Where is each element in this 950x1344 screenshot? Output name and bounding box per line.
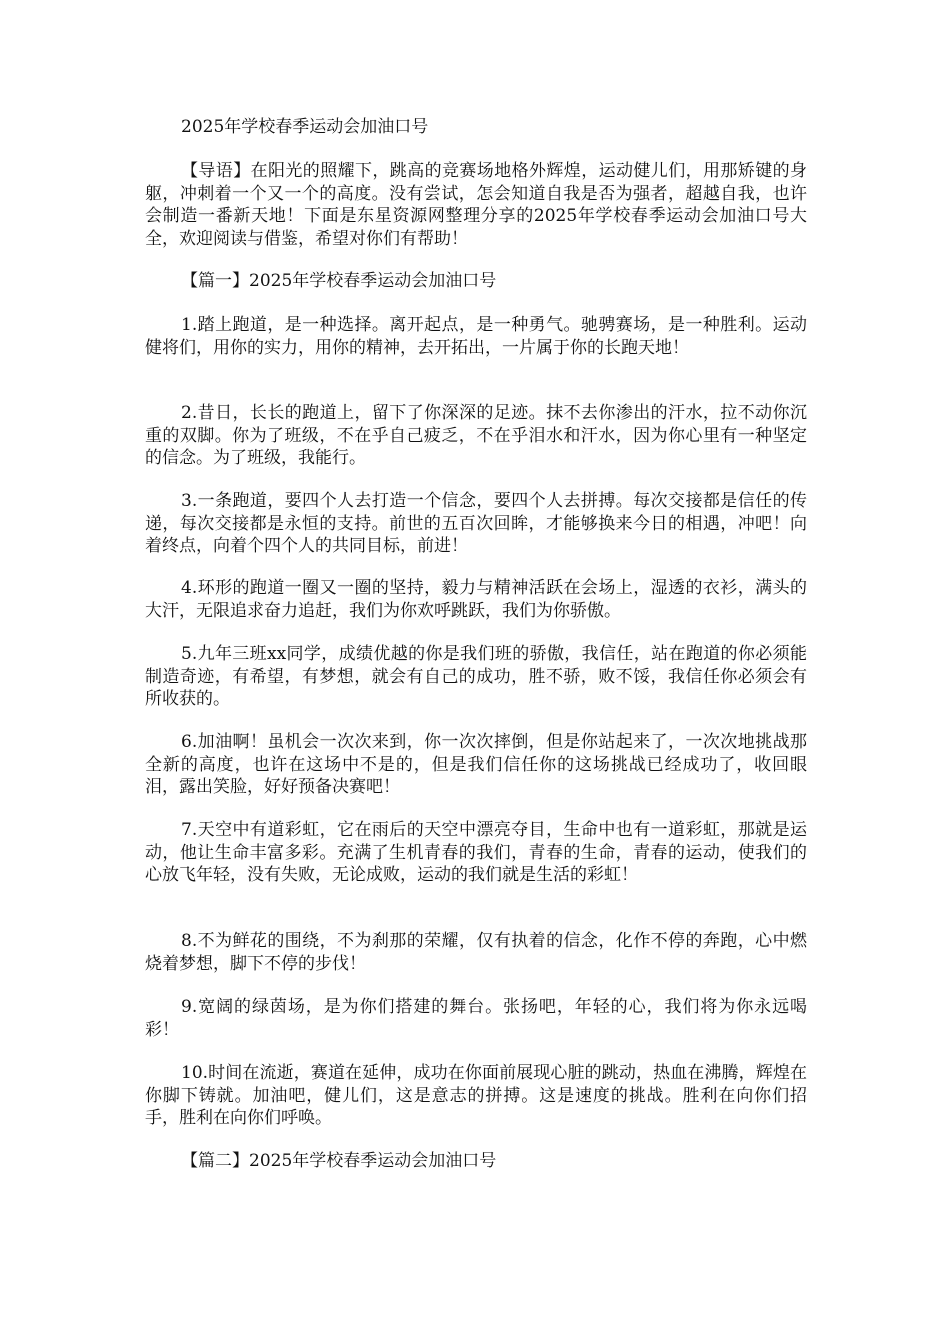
list-item: 2.昔日，长长的跑道上，留下了你深深的足迹。抹不去你渗出的汗水，拉不动你沉重的双脚。你为了班级，不在乎自己疲乏，不在乎泪水和汗水，因为你心里有一种坚定的信念。为了班级，我能行。: [145, 403, 807, 468]
section-heading-1: 【篇一】2025年学校春季运动会加油口号: [181, 271, 497, 291]
list-item: 5.九年三班xx同学，成绩优越的你是我们班的骄傲，我信任，站在跑道的你必须能制造奇迹，有希望，有梦想，就会有自己的成功，胜不骄，败不馁，我信任你必须会有所收获的。: [145, 644, 807, 709]
list-item: 3.一条跑道，要四个人去打造一个信念，要四个人去拼搏。每次交接都是信任的传递，每次交接都是永恒的支持。前世的五百次回眸，才能够换来今日的相遇，冲吧！向着终点，向着个四个人的共同目标，前进！: [145, 491, 807, 556]
intro-paragraph: 【导语】在阳光的照耀下，跳高的竞赛场地格外辉煌，运动健儿们，用那矫键的身躯，冲刺着一个又一个的高度。没有尝试，怎会知道自我是否为强者，超越自我，也许会制造一番新天地！下面是东星资源网整理分享的2025年学校春季运动会加油口号大全，欢迎阅读与借鉴，希望对你们有帮助！: [145, 161, 807, 249]
list-item: 9.宽阔的绿茵场，是为你们搭建的舞台。张扬吧，年轻的心，我们将为你永远喝彩！: [145, 997, 807, 1040]
list-item: 4.环形的跑道一圈又一圈的坚持，毅力与精神活跃在会场上，湿透的衣衫，满头的大汗，无限追求奋力追赶，我们为你欢呼跳跃，我们为你骄傲。: [145, 578, 807, 621]
list-item: 6.加油啊！虽机会一次次来到，你一次次摔倒，但是你站起来了，一次次地挑战那全新的高度，也许在这场中不是的，但是我们信任你的这场挑战已经成功了，收回眼泪，露出笑脸，好好预备决赛吧！: [145, 732, 807, 797]
document-title: 2025年学校春季运动会加油口号: [181, 117, 429, 137]
list-item: 10.时间在流逝，赛道在延伸，成功在你面前展现心脏的跳动，热血在沸腾，辉煌在你脚下铸就。加油吧，健儿们，这是意志的拼搏。这是速度的挑战。胜利在向你们招手，胜利在向你们呼唤。: [145, 1063, 807, 1128]
list-item: 1.踏上跑道，是一种选择。离开起点，是一种勇气。驰骋赛场，是一种胜利。运动健将们，用你的实力，用你的精神，去开拓出，一片属于你的长跑天地！: [145, 315, 807, 358]
list-item: 7.天空中有道彩虹，它在雨后的天空中漂亮夺目，生命中也有一道彩虹，那就是运动，他让生命丰富多彩。充满了生机青春的我们，青春的生命，青春的运动，使我们的心放飞年轻，没有失败，无论成败，运动的我们就是生活的彩虹！: [145, 820, 807, 885]
list-item: 8.不为鲜花的围绕，不为刹那的荣耀，仅有执着的信念，化作不停的奔跑，心中燃烧着梦想，脚下不停的步伐！: [145, 931, 807, 974]
section-heading-2: 【篇二】2025年学校春季运动会加油口号: [181, 1151, 497, 1171]
